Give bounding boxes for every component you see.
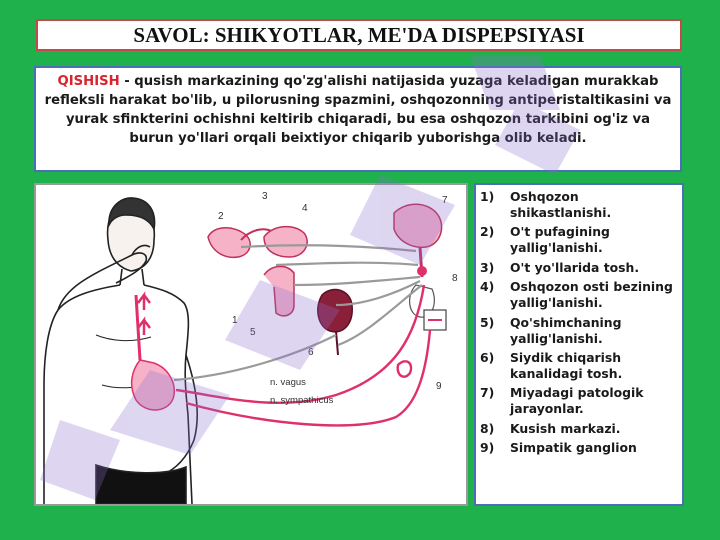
slide-title bbox=[36, 19, 682, 51]
diagram-label-3: 3 bbox=[262, 191, 268, 202]
list-item: 2) O't pufagining yallig'lanishi. bbox=[480, 224, 610, 256]
slide-title-text: SAVOL: SHIKYOTLAR, ME'DA DISPEPSIYASI bbox=[133, 22, 585, 47]
diagram-label-4: 4 bbox=[302, 203, 308, 214]
list-item: 6) Siydik chiqarish kanalidagi tosh. bbox=[480, 349, 623, 381]
pancreas-organ bbox=[264, 227, 307, 257]
kidney-organ bbox=[318, 290, 352, 355]
intestine-organ bbox=[264, 266, 294, 315]
ganglion-box bbox=[424, 310, 446, 330]
list-item: 5) Qo'shimchaning yallig'lanishi. bbox=[480, 314, 622, 346]
brain-organ bbox=[394, 204, 442, 317]
diagram-label-7: 7 bbox=[442, 195, 448, 206]
afferent-pathways bbox=[174, 245, 422, 380]
list-item: 9) Simpatik ganglion bbox=[480, 440, 637, 456]
human-figure bbox=[44, 198, 197, 504]
definition-term: QISHISH bbox=[57, 74, 120, 89]
definition-text: - qusish markazining qo'zg'alishi natijasida yuzaga keladigan murakkab refleksli harakat bo'lib, u pilorusning spazmini, oshqozonning antiperistaltikasini va yurak sfinkterini ochishni keltirib chiqaradi, bu esa oshqozon tarkibini og'iz va burun yo'llari orqali beixtiyor chiqarib yuborishga olib keladi. bbox=[44, 74, 672, 146]
vomiting-reflex-diagram bbox=[34, 183, 468, 506]
list-item: 8) Kusish markazi. bbox=[480, 420, 621, 436]
vomiting-center-dot bbox=[417, 266, 427, 276]
diagram-label-5: 5 bbox=[250, 327, 256, 338]
causes-list bbox=[480, 189, 678, 456]
list-item: 1) Oshqozon shikastlanishi. bbox=[480, 189, 612, 220]
list-item: 4) Oshqozon osti bezining yallig'lanishi. bbox=[480, 279, 673, 311]
list-item: 7) Miyadagi patologik jarayonlar. bbox=[480, 385, 644, 417]
diagram-svg bbox=[36, 185, 466, 504]
diagram-label-6: 6 bbox=[308, 347, 314, 358]
diagram-label-9: 9 bbox=[436, 381, 442, 392]
diagram-label-2: 2 bbox=[218, 211, 224, 222]
causes-list-box bbox=[474, 183, 684, 506]
diagram-label-8: 8 bbox=[452, 273, 458, 284]
stomach-organ bbox=[132, 295, 175, 410]
sympathicus-nerve-label: n. sympathicus bbox=[270, 395, 334, 406]
list-item: 3) O't yo'llarida tosh. bbox=[480, 259, 640, 275]
diagram-label-1: 1 bbox=[232, 315, 238, 326]
vagus-nerve-label: n. vagus bbox=[270, 377, 306, 388]
definition-box bbox=[34, 66, 682, 172]
nerve-labels bbox=[270, 377, 334, 406]
